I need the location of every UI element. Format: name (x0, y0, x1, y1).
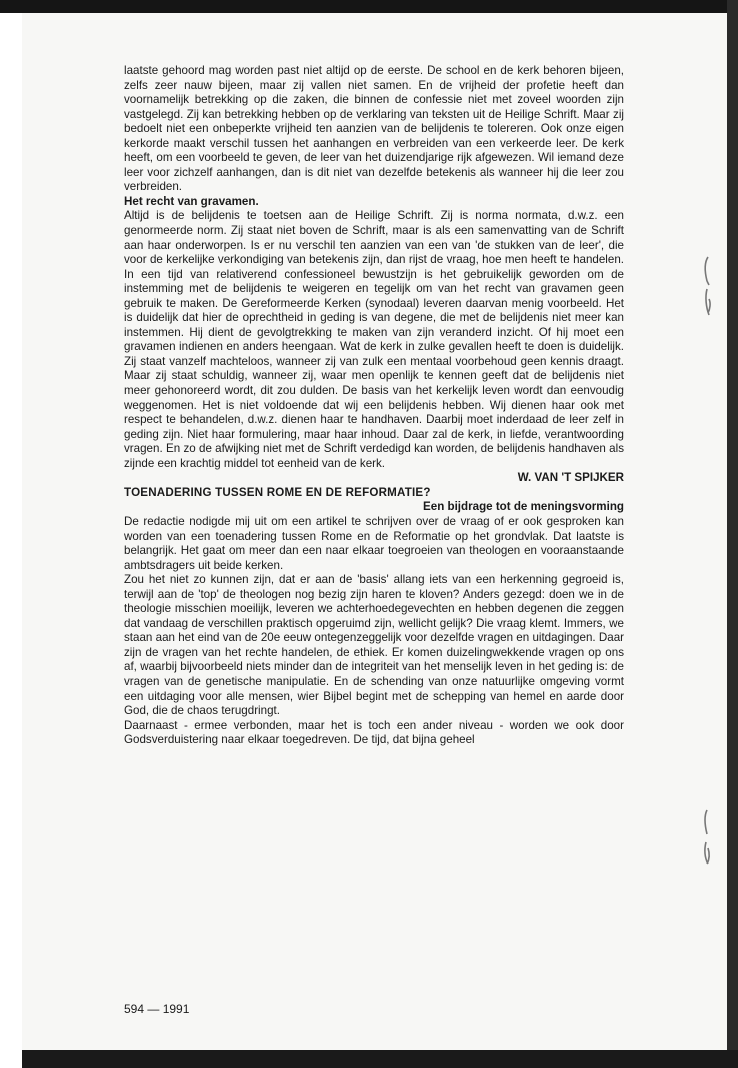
paragraph-2: Altijd is de belijdenis te toetsen aan de Heilige Schrift. Zij is norma normata, d.w.z. een genormeerde norm. Zij staat niet boven de Schrift, maar is als een samenvatting van de Schrift aan haar onderworpen. Is er nu verschil ten aanzien van een van 'de stukken van de leer', die voor de kerkelijke verkondiging van betekenis zijn, dan rijst de vraag, hoe men heeft te handelen. In een tijd van relativerend confessioneel bewustzijn is het gebruikelijk geworden om de instemming met de belijdenis te weigeren en tegelijk om van het recht van gravamen geen gebruik te maken. De Gereformeerde Kerken (synodaal) leveren daarvan menig voorbeeld. Het is duidelijk dat hier de oprechtheid in geding is van degene, die met de belijdenis niet meer kan instemmen. Hij dient de gevolgtrekking te maken van zijn veranderd inzicht. Of hij moet een gravamen indienen en anders heengaan. Wat de kerk in zulke gevallen heeft te doen is duidelijk. Zij staat vanzelf machteloos, wanneer zij van zulk een mentaal voorbehoud geen kennis draagt. Maar zij staat schuldig, wanneer zij, waar men openlijk te kennen geeft dat de belijdenis niet meer gehonoreerd wordt, dit zou dulden. De basis van het kerkelijk leven wordt dan eenvoudig weggenomen. Het is niet voldoende dat wij een belijdenis hebben. Wij dienen haar ook met respect te behandelen, d.w.z. dienen haar te handhaven. Daarbij moet inderdaad de leer zelf in geding zijn. Niet haar formulering, maar haar inhoud. Daar zal de kerk, in liefde, verantwoording vragen. En zo de afwijking niet met de Schrift verdedigd kan worden, de belijdenis handhaven als zijnde een krachtig middel tot eenheid van de kerk. (124, 209, 624, 470)
paragraph-4: Zou het niet zo kunnen zijn, dat er aan de 'basis' allang iets van een herkenning gegroeid is, terwijl aan de 'top' de theologen nog bezig zijn haren te kloven? Anders gezegd: doen we in de theologie misschien moeilijk, leveren we achterhoedegevechten en hebben degenen die zeggen dat vandaag de verschillen praktisch opgeruimd zijn, wellicht gelijk? Die vraag klemt. Immers, we staan aan het eind van de 20e eeuw ontegenzeggelijk voor dezelfde vragen en uitdagingen. Daar zijn de vragen van het rechte handelen, de ethiek. Er komen duizelingwekkende vragen op ons af, waarbij bijvoorbeeld niets minder dan de integriteit van het menselijk leven in het geding is: de vragen van de genetische manipulatie. En de schending van onze natuurlijke omgeving vormt een uitdaging voor alle mensen, wier Bijbel begint met de schepping van hemel en aarde door God, die de chaos terugdringt. (124, 573, 624, 718)
scan-border-top (0, 0, 738, 13)
page-number: 594 — 1991 (124, 1002, 190, 1016)
binding-clip-top-icon (702, 255, 714, 319)
paragraph-3: De redactie nodigde mij uit om een artikel te schrijven over de vraag of er ook gesproken kan worden van een toenadering tussen Rome en de Reformatie op het grondvlak. Dat laatste is belangrijk. Het gaat om meer dan een naar elkaar toegroeien van theologen en vooraanstaande ambtsdragers uit beide kerken. (124, 514, 624, 572)
paragraph-1: laatste gehoord mag worden past niet altijd op de eerste. De school en de kerk behoren bijeen, zelfs zeer nauw bijeen, maar zij vallen niet samen. En de vrijheid der profetie heeft dan voornamelijk betrekking op die zaken, die binnen de confessie niet met zoveel woorden zijn vastgelegd. Zij kan betrekking hebben op de verklaring van teksten uit de Heilige Schrift. Maar zij bedoelt niet een onbeperkte vrijheid ten aanzien van de belijdenis te tolereren. Ook onze eigen kerkorde maakt verschil tussen het aanhangen en verbreiden van een verkeerde leer. De kerk heeft, om een voorbeeld te geven, de leer van het duizendjarige rijk afgewezen. Wil iemand deze leer voor zichzelf aanhangen, dan is dit niet van dezelfde betekenis als wanneer hij die leer zou verbreiden. (124, 64, 624, 194)
heading-gravamen: Het recht van gravamen. (124, 194, 259, 208)
scan-border-bottom (22, 1050, 738, 1068)
article-title: TOENADERING TUSSEN ROME EN DE REFORMATIE? (124, 485, 431, 499)
article-subtitle: Een bijdrage tot de meningsvorming (423, 500, 624, 514)
author-signature: W. VAN 'T SPIJKER (517, 471, 624, 485)
paragraph-5: Daarnaast - ermee verbonden, maar het is toch een ander niveau - worden we ook door Godsverduistering naar elkaar toegedreven. De tijd, dat bijna geheel (124, 718, 624, 747)
text-column (124, 64, 624, 748)
scan-border-right (727, 0, 738, 1068)
binding-clip-bottom-icon (701, 808, 713, 868)
